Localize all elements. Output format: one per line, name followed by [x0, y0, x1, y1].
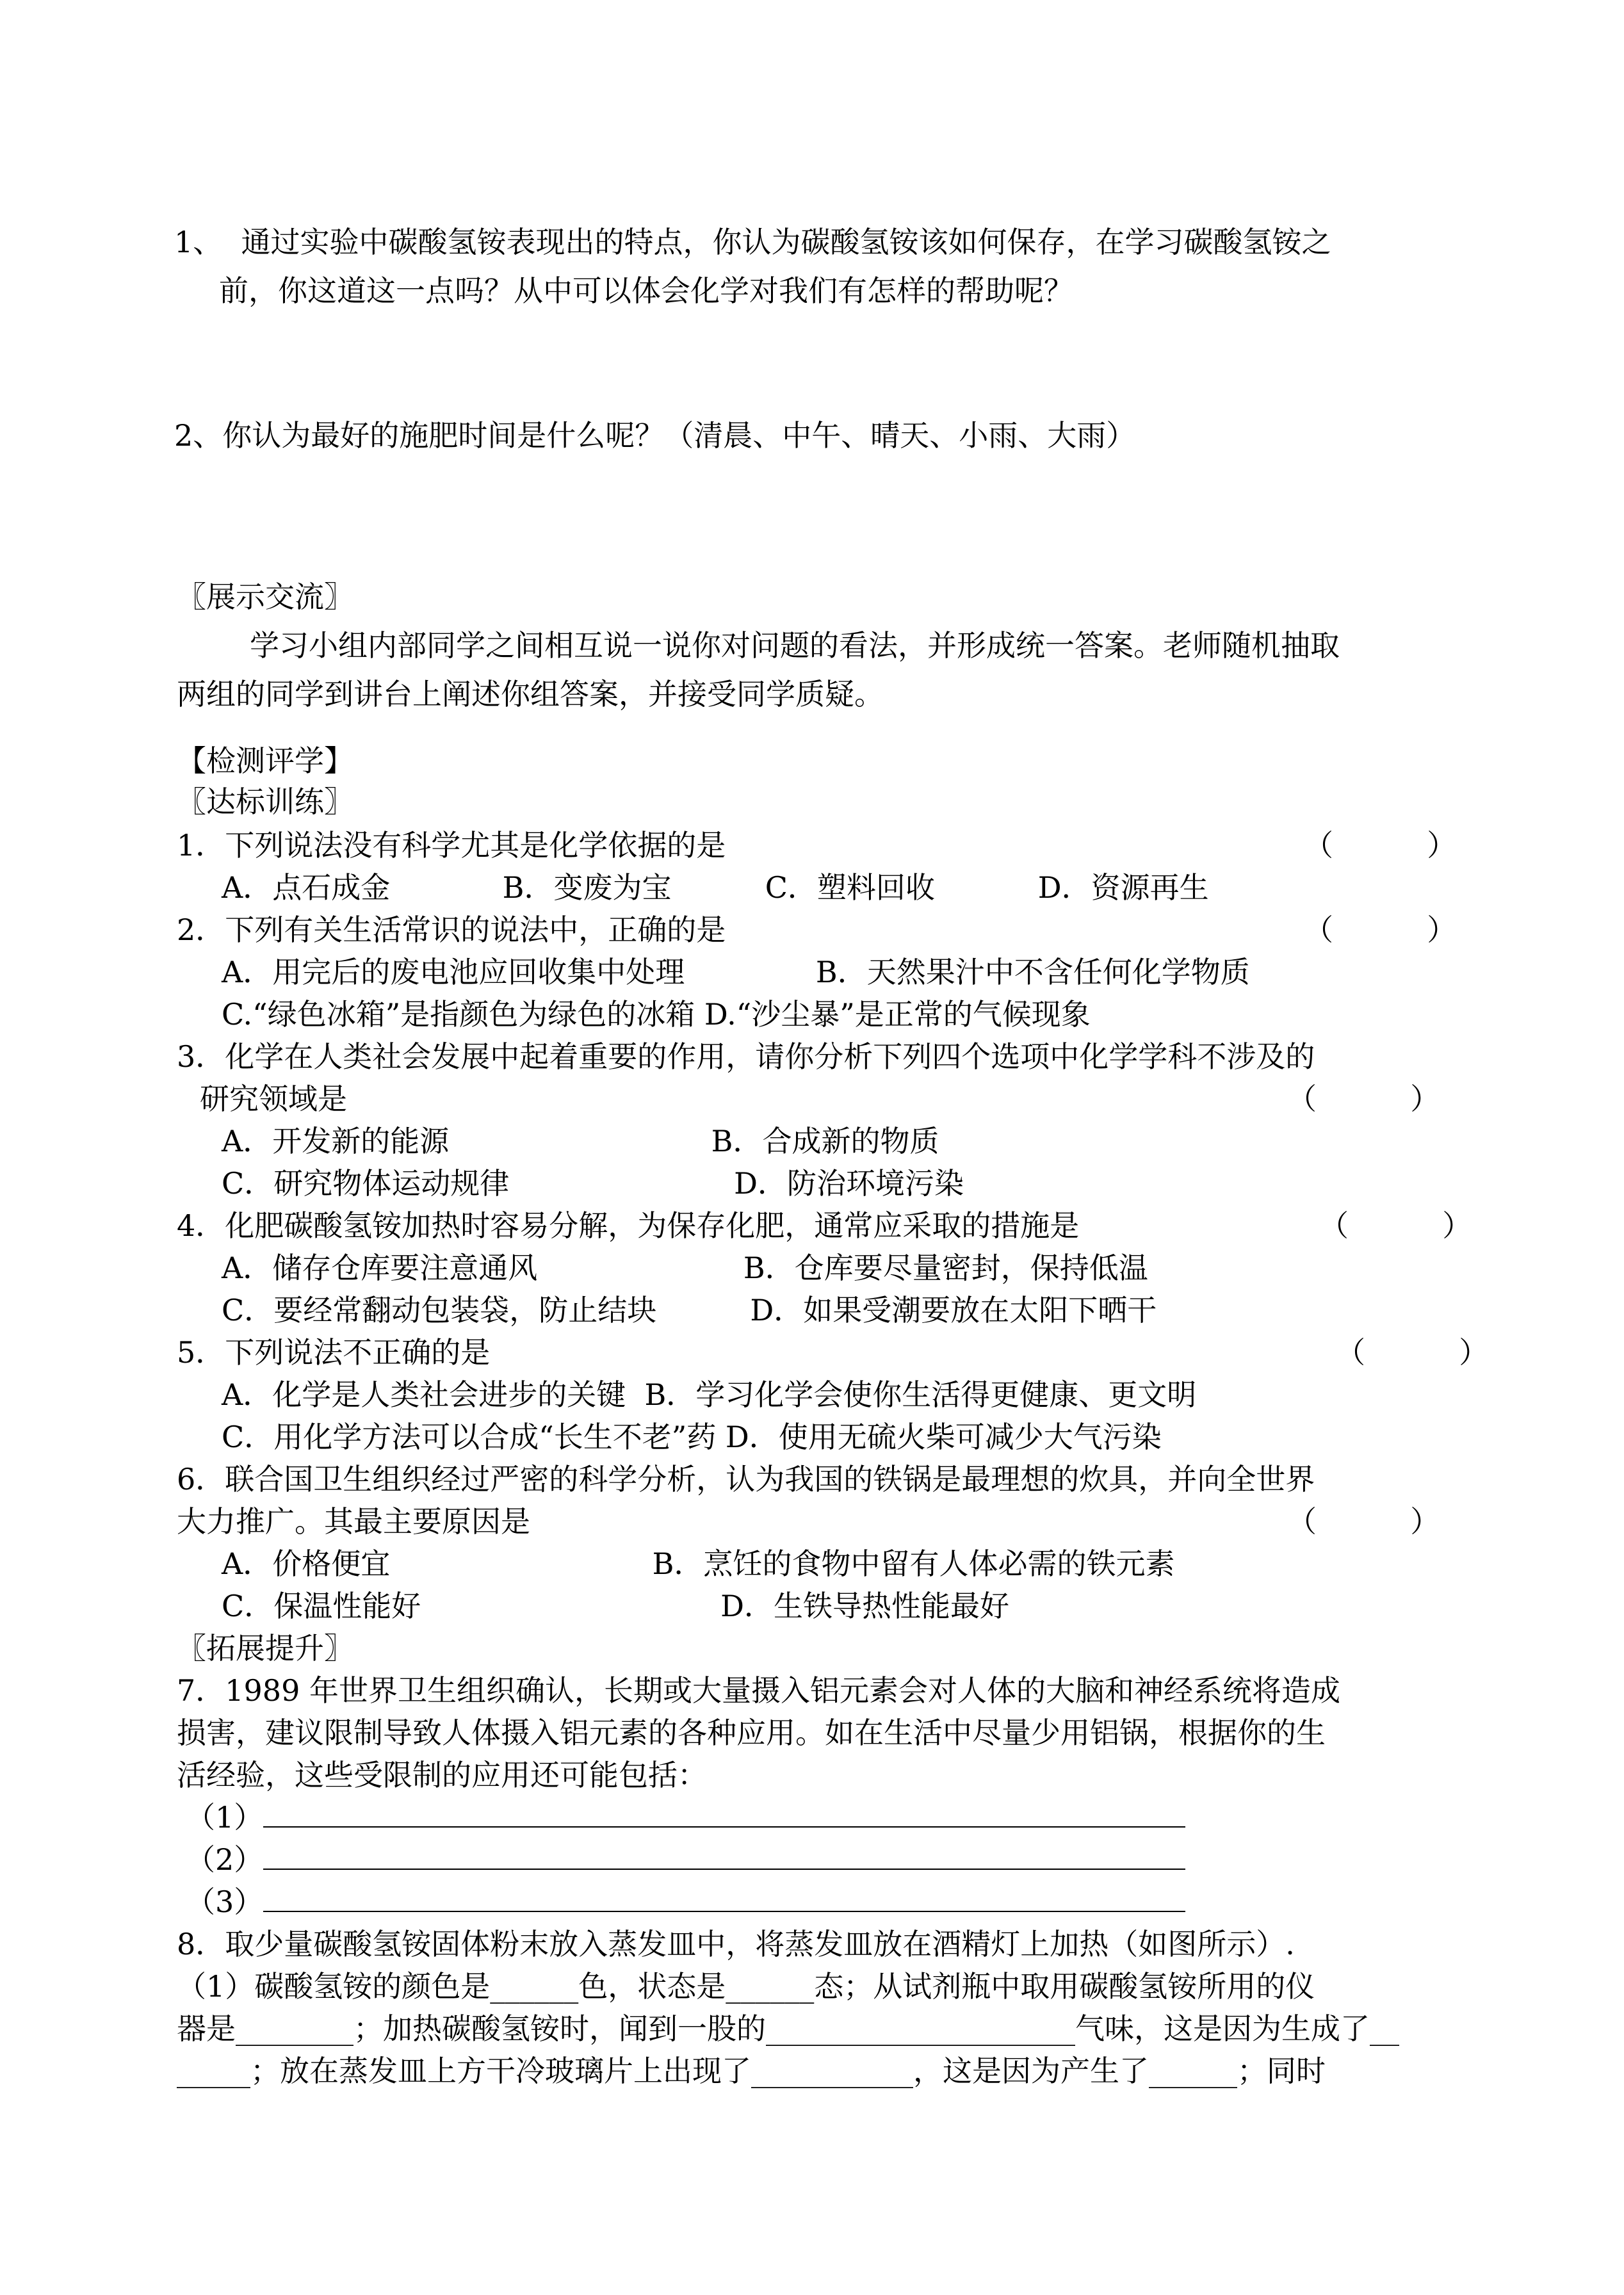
- question-3-line1: 3．化学在人类社会发展中起着重要的作用，请你分析下列四个选项中化学学科不涉及的: [177, 1039, 1315, 1074]
- question-3-line2: 研究领域是: [200, 1082, 347, 1116]
- answer-line-1: [186, 1798, 1185, 1837]
- question-6-line2: 大力推广。其最主要原因是: [177, 1504, 530, 1539]
- question-6-options-cd: C．保温性能好 D．生铁导热性能最好: [222, 1589, 1009, 1623]
- question-1: 1．下列说法没有科学尤其是化学依据的是: [177, 828, 726, 863]
- answer-line-1-label: （1）: [186, 1800, 264, 1835]
- question-7-line1: 7．1989 年世界卫生组织确认，长期或大量摄入铝元素会对人体的大脑和神经系统将造成: [177, 1673, 1340, 1708]
- question-7-line2: 损害，建议限制导致人体摄入铝元素的各种应用。如在生活中尽量少用铝锅，根据你的生: [177, 1715, 1326, 1750]
- heading-show-exchange: 〖展示交流〗: [177, 580, 353, 614]
- answer-blank-2[interactable]: [263, 1843, 1185, 1870]
- q1-line1: 1、 通过实验中碳酸氢铵表现出的特点，你认为碳酸氢铵该如何保存，在学习碳酸氢铵之: [174, 225, 1331, 259]
- answer-line-3-label: （3）: [186, 1885, 264, 1919]
- heading-test-evaluation: 【检测评学】: [177, 743, 353, 778]
- question-4-options-cd: C．要经常翻动包装袋，防止结块 D．如果受潮要放在太阳下晒干: [222, 1293, 1157, 1327]
- question-5-options-cd: C．用化学方法可以合成“长生不老”药 D．使用无硫火柴可减少大气污染: [222, 1420, 1162, 1454]
- question-8-part1-line1: （1）碳酸氢铵的颜色是______色，状态是______态；从试剂瓶中取用碳酸氢铵所用的仪: [177, 1969, 1315, 2004]
- q2-line: 2、你认为最好的施肥时间是什么呢？（清晨、中午、晴天、小雨、大雨）: [174, 418, 1136, 453]
- question-3-options-ab: A．开发新的能源 B．合成新的物质: [222, 1124, 939, 1158]
- answer-bracket-6: （ ）: [1287, 1504, 1440, 1539]
- show-paragraph-line2: 两组的同学到讲台上阐述你组答案，并接受同学质疑。: [177, 677, 884, 711]
- answer-blank-3[interactable]: [263, 1885, 1185, 1912]
- answer-bracket-2: （ ）: [1304, 912, 1457, 947]
- question-6-options-ab: A．价格便宜 B．烹饪的食物中留有人体必需的铁元素: [222, 1546, 1175, 1581]
- question-2-options-cd: C.“绿色冰箱”是指颜色为绿色的冰箱 D.“沙尘暴”是正常的气候现象: [222, 997, 1091, 1032]
- question-4: 4．化肥碳酸氢铵加热时容易分解，为保存化肥，通常应采取的措施是: [177, 1208, 1080, 1243]
- question-8: 8．取少量碳酸氢铵固体粉末放入蒸发皿中，将蒸发皿放在酒精灯上加热（如图所示）.: [177, 1927, 1295, 1961]
- question-4-options-ab: A．储存仓库要注意通风 B．仓库要尽量密封，保持低温: [222, 1251, 1148, 1285]
- q1-line2: 前，你这道这一点吗？从中可以体会化学对我们有怎样的帮助呢？: [219, 273, 1073, 308]
- heading-standard-training: 〖达标训练〗: [177, 784, 353, 819]
- question-2-options-ab: A．用完后的废电池应回收集中处理 B．天然果汁中不含任何化学物质: [222, 955, 1250, 989]
- show-paragraph-line1: 学习小组内部同学之间相互说一说你对问题的看法，并形成统一答案。老师随机抽取: [250, 628, 1340, 663]
- question-2: 2．下列有关生活常识的说法中，正确的是: [177, 912, 726, 947]
- question-7-line3: 活经验，这些受限制的应用还可能包括：: [177, 1758, 707, 1792]
- answer-bracket-5: （ ）: [1336, 1335, 1489, 1370]
- answer-line-2: [186, 1840, 1185, 1879]
- heading-extension: 〖拓展提升〗: [177, 1631, 353, 1666]
- question-3-options-cd: C．研究物体运动规律 D．防治环境污染: [222, 1166, 964, 1201]
- answer-bracket-4: （ ）: [1319, 1208, 1472, 1243]
- question-8-part1-line3: _____；放在蒸发皿上方干冷玻璃片上出现了___________，这是因为产生了______；同时: [177, 2054, 1326, 2088]
- question-5: 5．下列说法不正确的是: [177, 1335, 491, 1370]
- question-5-options-ab: A．化学是人类社会进步的关键 B．学习化学会使你生活得更健康、更文明: [222, 1377, 1197, 1412]
- answer-bracket-3: （ ）: [1287, 1082, 1440, 1116]
- answer-blank-1[interactable]: [263, 1801, 1185, 1828]
- question-8-part1-line2: 器是________；加热碳酸氢铵时，闻到一股的_____________________气味，这是因为生成了__: [177, 2011, 1399, 2046]
- answer-line-2-label: （2）: [186, 1842, 264, 1877]
- answer-bracket-1: （ ）: [1304, 828, 1457, 863]
- question-6-line1: 6．联合国卫生组织经过严密的科学分析，认为我国的铁锅是最理想的炊具，并向全世界: [177, 1462, 1315, 1496]
- answer-line-3: [186, 1883, 1185, 1921]
- question-1-options: A．点石成金 B．变废为宝 C．塑料回收 D．资源再生: [222, 870, 1209, 905]
